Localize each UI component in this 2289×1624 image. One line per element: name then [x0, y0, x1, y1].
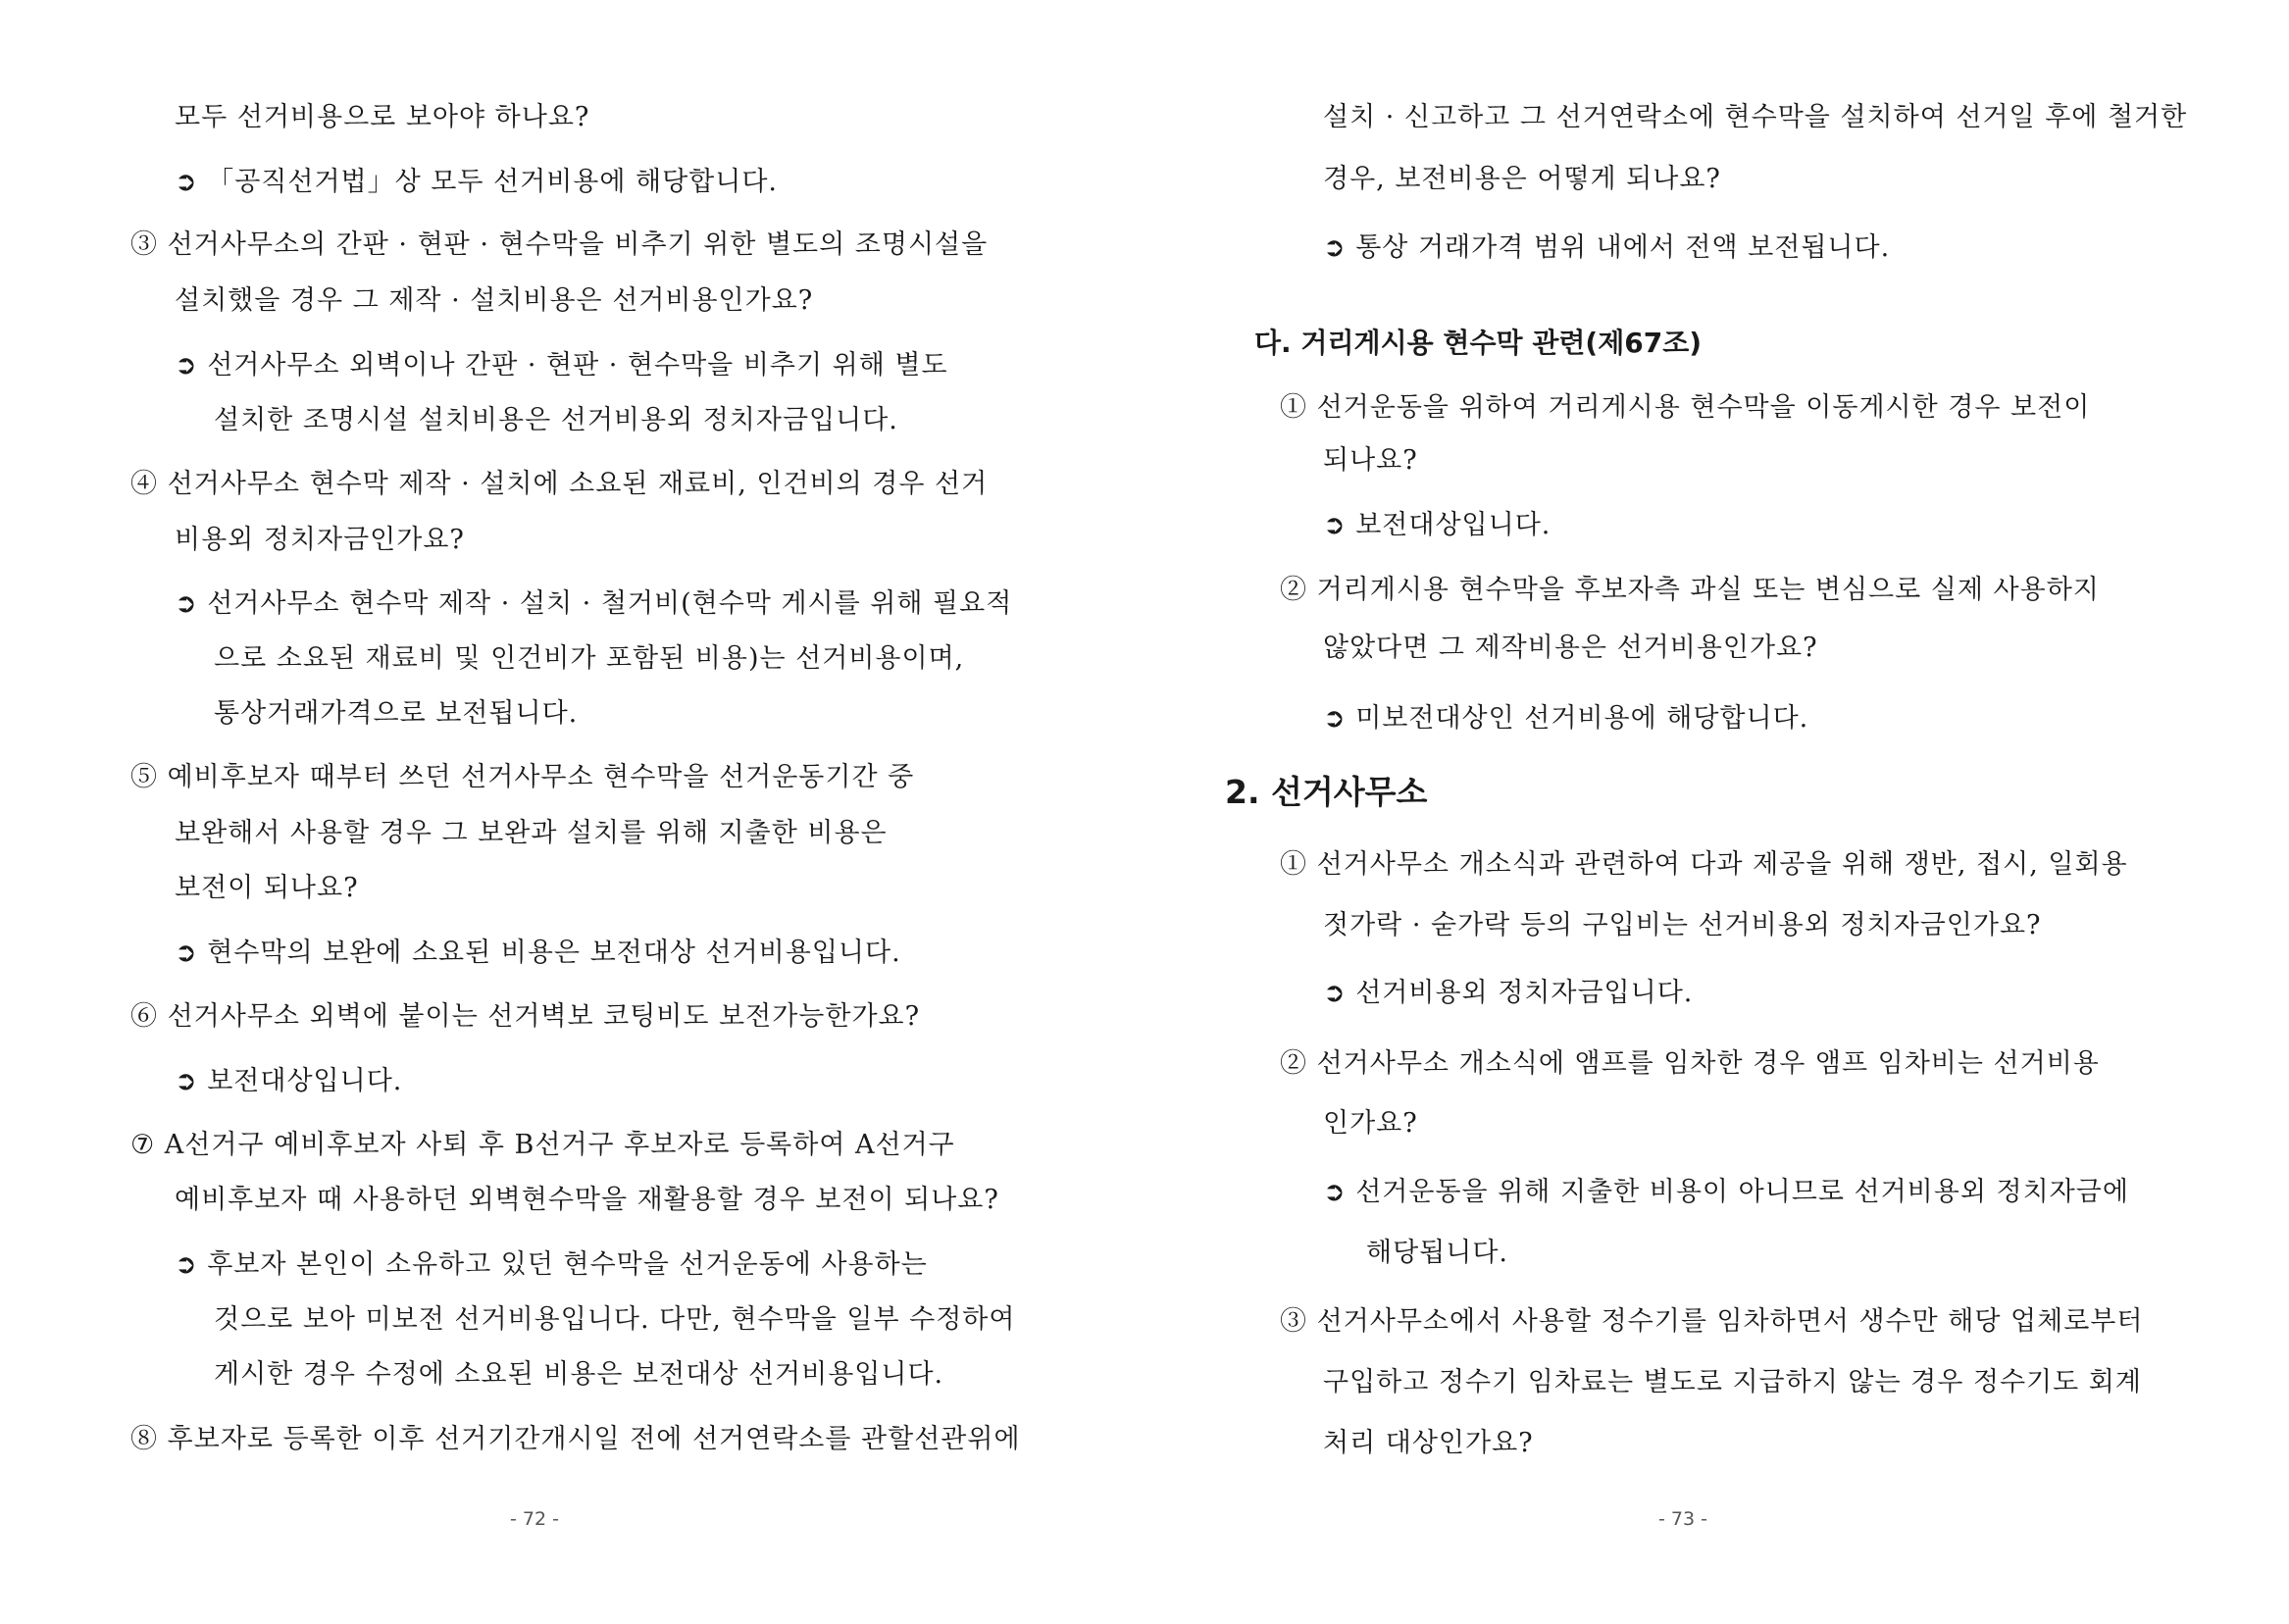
- page-number: - 72 -: [510, 1508, 559, 1530]
- answer-text: ➲ 미보전대상인 선거비용에 해당합니다.: [1323, 703, 1809, 734]
- question-continuation: 설치 · 신고하고 그 선거연락소에 현수막을 설치하여 선거일 후에 철거한: [1323, 102, 2188, 132]
- question-item: ④ 선거사무소 현수막 제작 · 설치에 소요된 재료비, 인건비의 경우 선거: [130, 469, 989, 499]
- right-page: [1144, 0, 2289, 1624]
- question-item: ① 선거운동을 위하여 거리게시용 현수막을 이동게시한 경우 보전이: [1280, 392, 2091, 423]
- answer-text: ➲ 보전대상입니다.: [1323, 510, 1551, 540]
- question-continuation: 않았다면 그 제작비용은 선거비용인가요?: [1323, 633, 1818, 663]
- question-item: ⑦ A선거구 예비후보자 사퇴 후 B선거구 후보자로 등록하여 A선거구: [130, 1130, 955, 1160]
- question-item: ⑥ 선거사무소 외벽에 붙이는 선거벽보 코팅비도 보전가능한가요?: [130, 1001, 921, 1032]
- answer-continuation: 통상거래가격으로 보전됩니다.: [214, 698, 579, 729]
- question-continuation: 젓가락 · 숟가락 등의 구입비는 선거비용외 정치자금인가요?: [1323, 910, 2042, 940]
- question-continuation: 인가요?: [1323, 1108, 1418, 1139]
- question-item: ② 선거사무소 개소식에 앰프를 임차한 경우 앰프 임차비는 선거비용: [1280, 1048, 2100, 1079]
- answer-text: ➲ 통상 거래가격 범위 내에서 전액 보전됩니다.: [1323, 232, 1891, 263]
- question-continuation: 비용외 정치자금인가요?: [175, 525, 465, 555]
- question-continuation: 보완해서 사용할 경우 그 보완과 설치를 위해 지출한 비용은: [175, 818, 888, 848]
- question-item: ⑤ 예비후보자 때부터 쓰던 선거사무소 현수막을 선거운동기간 중: [130, 762, 915, 792]
- answer-text: ➲ 선거운동을 위해 지출한 비용이 아니므로 선거비용외 정치자금에: [1323, 1177, 2129, 1207]
- answer-text: ➲ 「공직선거법」상 모두 선거비용에 해당합니다.: [175, 167, 779, 197]
- answer-text: ➲ 선거사무소 외벽이나 간판 · 현판 · 현수막을 비추기 위해 별도: [175, 350, 948, 381]
- chapter-heading: 2. 선거사무소: [1225, 773, 1428, 811]
- answer-text: ➲ 선거비용외 정치자금입니다.: [1323, 978, 1694, 1008]
- left-page: [0, 0, 1144, 1624]
- question-item: ② 거리게시용 현수막을 후보자측 과실 또는 변심으로 실제 사용하지: [1280, 575, 2100, 605]
- question-continuation: 모두 선거비용으로 보아야 하나요?: [175, 102, 590, 132]
- page-number: - 73 -: [1658, 1508, 1707, 1530]
- question-continuation: 보전이 되나요?: [175, 873, 359, 903]
- question-item: ① 선거사무소 개소식과 관련하여 다과 제공을 위해 쟁반, 접시, 일회용: [1280, 849, 2128, 880]
- question-item: ③ 선거사무소에서 사용할 정수기를 임차하면서 생수만 해당 업체로부터: [1280, 1306, 2144, 1337]
- answer-continuation: 으로 소요된 재료비 및 인건비가 포함된 비용)는 선거비용이며,: [214, 643, 965, 674]
- answer-text: ➲ 현수막의 보완에 소요된 비용은 보전대상 선거비용입니다.: [175, 938, 901, 968]
- question-continuation: 예비후보자 때 사용하던 외벽현수막을 재활용할 경우 보전이 되나요?: [175, 1185, 999, 1215]
- answer-continuation: 것으로 보아 미보전 선거비용입니다. 다만, 현수막을 일부 수정하여: [214, 1304, 1016, 1335]
- question-continuation: 설치했을 경우 그 제작 · 설치비용은 선거비용인가요?: [175, 285, 814, 316]
- question-continuation: 구입하고 정수기 임차료는 별도로 지급하지 않는 경우 정수기도 회계: [1323, 1367, 2142, 1397]
- question-continuation: 경우, 보전비용은 어떻게 되나요?: [1323, 164, 1721, 194]
- answer-continuation: 설치한 조명시설 설치비용은 선거비용외 정치자금입니다.: [214, 405, 898, 435]
- question-item: ⑧ 후보자로 등록한 이후 선거기간개시일 전에 선거연락소를 관할선관위에: [130, 1424, 1021, 1454]
- question-continuation: 되나요?: [1323, 445, 1418, 476]
- answer-text: ➲ 선거사무소 현수막 제작 · 설치 · 철거비(현수막 게시를 위해 필요적: [175, 588, 1013, 619]
- answer-text: ➲ 보전대상입니다.: [175, 1066, 403, 1096]
- question-item: ③ 선거사무소의 간판 · 현판 · 현수막을 비추기 위한 별도의 조명시설을: [130, 229, 989, 260]
- question-continuation: 처리 대상인가요?: [1323, 1428, 1534, 1458]
- answer-text: ➲ 후보자 본인이 소유하고 있던 현수막을 선거운동에 사용하는: [175, 1249, 928, 1280]
- section-heading: 다. 거리게시용 현수막 관련(제67조): [1254, 327, 1703, 359]
- answer-continuation: 해당됩니다.: [1366, 1238, 1508, 1268]
- answer-continuation: 게시한 경우 수정에 소요된 비용은 보전대상 선거비용입니다.: [214, 1359, 944, 1390]
